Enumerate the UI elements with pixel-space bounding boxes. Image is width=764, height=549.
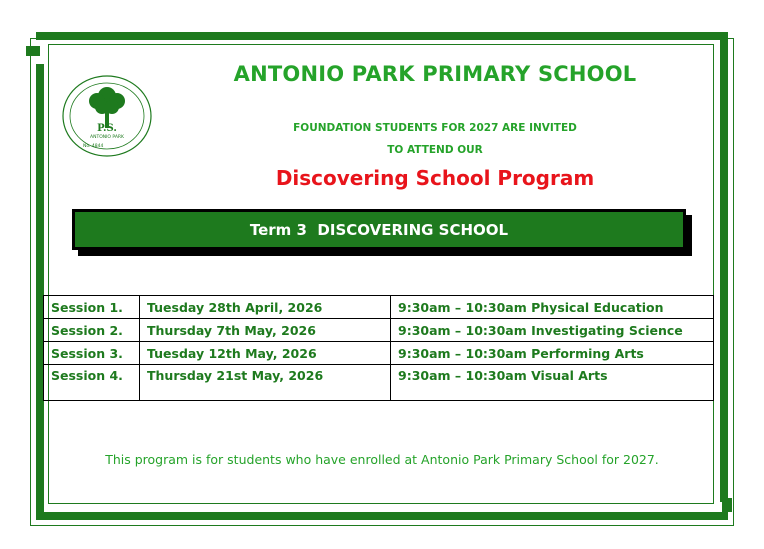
session-date: Tuesday 12th May, 2026 — [140, 342, 391, 365]
session-details: 9:30am – 10:30am Visual Arts — [391, 365, 714, 401]
logo-number: No. 4844 — [83, 144, 104, 149]
invitation-line-1: FOUNDATION STUDENTS FOR 2027 ARE INVITED — [293, 122, 577, 134]
term-banner — [72, 209, 686, 250]
session-date: Tuesday 28th April, 2026 — [140, 296, 391, 319]
session-label: Session 1. — [44, 296, 140, 319]
session-date: Thursday 21st May, 2026 — [140, 365, 391, 401]
tree-icon — [89, 87, 125, 128]
program-title: Discovering School Program — [275, 166, 595, 190]
session-details: 9:30am – 10:30am Investigating Science — [391, 319, 714, 342]
school-logo — [61, 74, 153, 158]
table-row — [44, 296, 714, 319]
table-row — [44, 319, 714, 342]
session-details: 9:30am – 10:30am Physical Education — [391, 296, 714, 319]
enrolment-note: This program is for students who have enrolled at Antonio Park Primary School for 2027. — [105, 452, 659, 467]
school-name: ANTONIO PARK PRIMARY SCHOOL — [233, 62, 637, 86]
logo-text: ANTONIO PARK — [90, 135, 124, 140]
session-date: Thursday 7th May, 2026 — [140, 319, 391, 342]
table-row — [44, 365, 714, 401]
session-label: Session 3. — [44, 342, 140, 365]
logo-initials: P.S. — [97, 123, 117, 134]
session-label: Session 2. — [44, 319, 140, 342]
session-details: 9:30am – 10:30am Performing Arts — [391, 342, 714, 365]
table-row — [44, 342, 714, 365]
term-banner-text: Term 3 DISCOVERING SCHOOL — [249, 220, 509, 239]
sessions-table — [43, 295, 714, 401]
session-label: Session 4. — [44, 365, 140, 401]
invitation-line-2: TO ATTEND OUR — [387, 144, 483, 156]
